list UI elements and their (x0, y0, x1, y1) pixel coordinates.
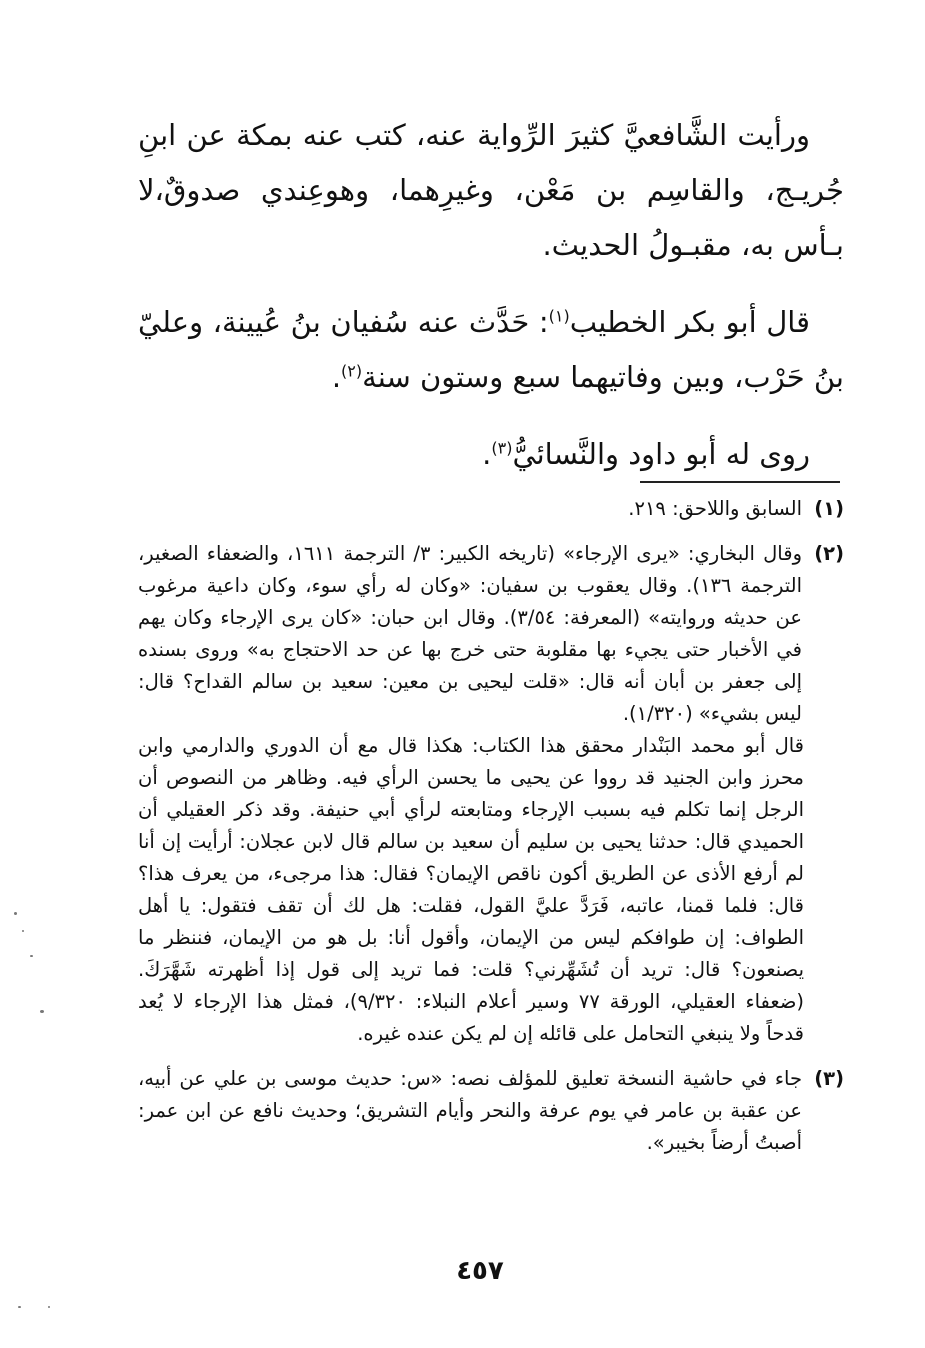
main-paragraph-3-text: روى له أبو داود والنَّسائيُّ (512, 437, 810, 471)
footnote-number: (٣) (814, 1067, 844, 1090)
scan-speck (18, 1306, 21, 1308)
main-paragraph-2 (138, 295, 844, 405)
footnote-1 (138, 493, 844, 525)
footnote-3 (138, 1063, 844, 1159)
main-paragraph-1 (138, 108, 844, 273)
main-paragraph-3-end: . (482, 437, 492, 471)
footnote-number: (٢) (814, 542, 844, 565)
main-paragraph-2-rest: : حَدَّث عنه سُفيان بنُ عُيينة، وعليّ بنُ حَرْب، وبين وفاتيهما سبع وستون سنة (138, 305, 844, 394)
scan-speck (14, 912, 17, 915)
footnotes (138, 493, 844, 1172)
page-number: ٤٥٧ (456, 1256, 504, 1286)
main-paragraph-1-text: ورأيت الشَّافعيَّ كثيرَ الرِّواية عنه، كتب عنه بمكة عن ابنِ جُريـج، والقاسِم بن مَعْن، وغيرِهما، وهوعِندي صدوقٌ،لا بـأس به، مقبـولُ الحديث. (138, 118, 844, 262)
footnote-ref-3[interactable]: (٣) (491, 438, 513, 458)
main-paragraph-3 (138, 427, 844, 482)
footnote-ref-1[interactable]: (١) (548, 306, 570, 326)
footnote-number: (١) (814, 497, 844, 520)
footnote-2 (138, 538, 844, 1050)
footnote-text: وقال البخاري: «يرى الإرجاء» (تاريخه الكبير: ٣/ الترجمة ١٦١١، والضعفاء الصغير، الترجمة ١٣٦). وقال يعقوب بن سفيان: «وكان له رأي سوء، وكان داعية مرغوب عن حديثه وروايته» (المعرفة: ٣/٥٤). وقال ابن حبان: «كان يرى الإرجاء وكان يهم في الأخبار حتى يجيء بها مقلوبة حتى خرج بها عن حد الاحتجاج به» وروى بسنده إلى جعفر بن أبان أنه قال: «قلت ليحيى بن معين: سعيد بن سالم القداح؟ قال: ليس بشيء» (١/٣٢٠). (138, 542, 802, 725)
main-paragraph-2-end: . (331, 360, 342, 394)
main-text (138, 108, 844, 504)
scan-speck (40, 1010, 44, 1013)
scan-speck (22, 930, 24, 932)
footnote-continuation: قال أبو محمد البَنْدار محقق هذا الكتاب: هكذا قال مع أن الدوري والدارمي وابن محرز وابن الجنيد قد رووا عن يحيى ما يحسن الرأي فيه. وظاهر من النصوص أن الرجل إنما تكلم فيه بسبب الإرجاء ومتابعته لرأي أبي حنيفة. وقد ذكر العقيلي أن الحميدي قال: حدثنا يحيى بن سليم أن سعيد بن سالم قال لابن عجلان: أرأيت إن أنا لم أرفع الأذى عن الطريق أكون ناقص الإيمان؟ فقال: هذا مرجىء، من يعرف هذا؟ قال: فلما قمنا، عاتبه، فَرَدَّ عليَّ القول، فقلت: هل لك أن تقف فتقول: يا أهل الطواف: إن طوافكم ليس من الإيمان، وأقول أنا: بل هو من الإيمان، فننظر ما يصنعون؟ قال: تريد أن تُشَهِّرني؟ قلت: فما تريد إلى قول إذا أظهرته شَهَّرَكَ. (ضعفاء العقيلي، الورقة ٧٧ وسير أعلام النبلاء: ٩/٣٢٠)، فمثل هذا الإرجاء لا يُعد قدحاً ولا ينبغي التحامل على قائله إن لم يكن عنده غيره. (138, 734, 804, 1045)
footnote-ref-2[interactable]: (٢) (341, 361, 363, 381)
footnote-text: السابق واللاحق: ٢١٩. (628, 497, 802, 520)
scan-speck (30, 955, 33, 957)
footnote-divider (640, 481, 840, 483)
footnote-text: جاء في حاشية النسخة تعليق للمؤلف نصه: «س: حديث موسى بن علي عن أبيه، عن عقبة بن عامر في يوم عرفة والنحر وأيام التشريق؛ وحديث نافع عن ابن عمر: أصبتُ أرضاً بخيبر». (138, 1067, 802, 1154)
main-paragraph-2-text: قال أبو بكر الخطيب (569, 305, 810, 339)
scan-speck (48, 1306, 50, 1308)
